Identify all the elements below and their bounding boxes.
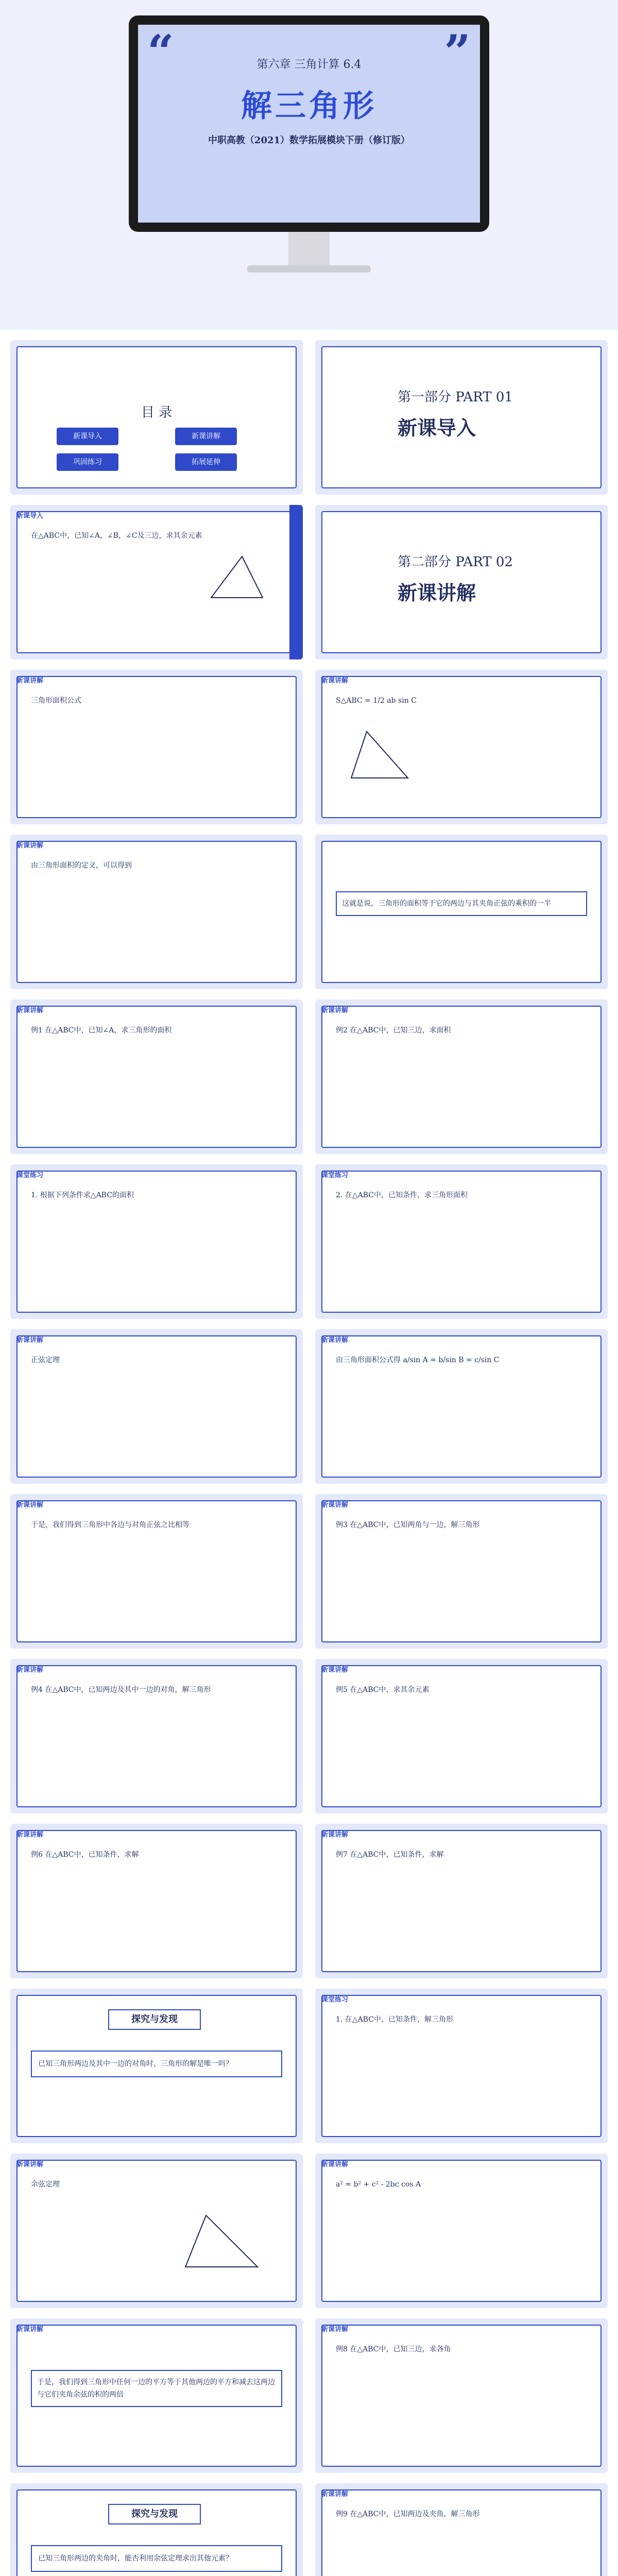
slide-content (315, 1659, 608, 1814)
subtitle: 中职高教（2021）数学拓展模块下册（修订版） (208, 135, 410, 146)
slide-content (315, 999, 608, 1154)
quote-mark-icon: “ (147, 25, 174, 79)
toc-item: 拓展延伸 (175, 453, 237, 471)
slide-section (315, 505, 608, 659)
slide-body: 于是，我们得到三角形中任何一边的平方等于其他两边的平方和减去这两边与它们夹角余弦的积的两倍 (31, 2370, 282, 2407)
hero-section (0, 0, 618, 330)
slide-content (10, 1329, 303, 1484)
toc-item: 巩固练习 (57, 453, 118, 471)
slide-content (10, 2154, 303, 2308)
section-number: 第二部分 PART 02 (398, 554, 513, 570)
slide-heading: 新课讲解 (16, 1666, 44, 1674)
slide-body: 例2 在△ABC中，已知三边，求面积 (336, 1026, 451, 1035)
triangle-figure (206, 551, 268, 603)
slide-body: 在△ABC中，已知∠A，∠B，∠C及三边，求其余元素 (31, 532, 202, 540)
slide-content (10, 1494, 303, 1649)
monitor-base (247, 265, 371, 273)
slide-content (10, 1659, 303, 1814)
slide-heading: 新课讲解 (16, 1501, 44, 1509)
slide-section (315, 340, 608, 495)
slide-heading: 新课讲解 (16, 2326, 44, 2333)
slide-heading: 课堂练习 (16, 1172, 44, 1179)
slide-content (315, 670, 608, 824)
section-name: 新课讲解 (398, 581, 476, 604)
section-number: 第一部分 PART 01 (398, 389, 513, 405)
slide-heading: 新课讲解 (16, 842, 44, 850)
slide-body: 例9 在△ABC中，已知两边及夹角，解三角形 (336, 2510, 480, 2518)
monitor-frame (129, 15, 489, 232)
chapter-line: 第六章 三角计算 6.4 (256, 58, 362, 71)
slide-heading: 新课导入 (16, 512, 44, 520)
slide-body: 例4 在△ABC中，已知两边及其中一边的对角，解三角形 (31, 1686, 211, 1694)
slide-heading: 新课讲解 (321, 1007, 349, 1014)
slide-body: 1. 在△ABC中，已知条件，解三角形 (336, 2015, 453, 2024)
slide-body: 1. 根据下列条件求△ABC的面积 (31, 1191, 134, 1199)
slide-heading: 新课讲解 (321, 2490, 349, 2498)
page-title: 解三角形 (241, 88, 377, 124)
slide-heading: 课堂练习 (321, 1996, 349, 2004)
slide-content (315, 1824, 608, 1978)
slide-content (10, 1824, 303, 1978)
slide-heading: 课堂练习 (321, 1172, 349, 1179)
slide-heading: 新课讲解 (16, 1007, 44, 1014)
slide-explore (10, 2483, 303, 2576)
slide-heading: 新课讲解 (16, 2161, 44, 2168)
slide-toc (10, 340, 303, 495)
slide-content (315, 2154, 608, 2308)
explore-title: 探究与发现 (108, 2009, 201, 2030)
slide-body: 余弦定理 (31, 2180, 60, 2189)
slide-content (315, 1164, 608, 1319)
slide-content (315, 1494, 608, 1649)
triangle-figure (180, 2210, 263, 2272)
quote-mark-icon: ” (444, 25, 471, 79)
slide-heading: 新课讲解 (321, 2161, 349, 2168)
slide-content (10, 999, 303, 1154)
slide-heading: 新课讲解 (321, 677, 349, 685)
slide-body: 已知三角形两边及其中一边的对角时，三角形的解是唯一吗？ (31, 2050, 282, 2077)
slide-content (315, 1989, 608, 2143)
slide-body: 由三角形面积公式得 a/sin A = b/sin B = c/sin C (336, 1356, 500, 1364)
slide-heading: 新课讲解 (16, 1831, 44, 1839)
slide-content (315, 2483, 608, 2576)
slide-body: 例6 在△ABC中，已知条件，求解 (31, 1851, 139, 1859)
slide-body: 正弦定理 (31, 1356, 60, 1364)
slide-content (10, 505, 303, 659)
slide-body: 例8 在△ABC中，已知三边，求各角 (336, 2345, 451, 2353)
triangle-figure (346, 726, 413, 783)
slide-body: 于是，我们得到三角形中各边与对角正弦之比相等 (31, 1521, 190, 1529)
cover-slide (138, 25, 480, 223)
slide-content (315, 835, 608, 989)
slide-body: a² = b² + c² - 2bc cos A (336, 2180, 421, 2189)
slide-body: 例7 在△ABC中，已知条件，求解 (336, 1851, 444, 1859)
slide-body: 这就是说，三角形的面积等于它的两边与其夹角正弦的乘积的一半 (336, 891, 587, 916)
slide-content (10, 835, 303, 989)
slide-heading: 新课讲解 (321, 1831, 349, 1839)
explore-title: 探究与发现 (108, 2504, 201, 2524)
slide-body: 三角形面积公式 (31, 697, 81, 705)
toc-item: 新课讲解 (175, 428, 237, 445)
slide-body: 2. 在△ABC中，已知条件，求三角形面积 (336, 1191, 468, 1199)
slide-body: 已知三角形两边的夹角时，能否利用余弦定理求出其他元素？ (31, 2545, 282, 2572)
slide-content (10, 2318, 303, 2473)
toc-title: 目 录 (141, 405, 173, 420)
slide-heading: 新课讲解 (321, 1336, 349, 1344)
slide-heading: 新课讲解 (321, 2326, 349, 2333)
slide-content (315, 2318, 608, 2473)
slide-heading: 新课讲解 (16, 677, 44, 685)
slide-body: 例3 在△ABC中，已知两角与一边，解三角形 (336, 1521, 480, 1529)
slide-heading: 新课讲解 (321, 1501, 349, 1509)
slide-body: 由三角形面积的定义，可以得到 (31, 861, 132, 870)
monitor-stand (288, 232, 330, 268)
slide-heading: 新课讲解 (321, 1666, 349, 1674)
slide-body: S△ABC = 1/2 ab sin C (336, 697, 417, 705)
toc-item: 新课导入 (57, 428, 118, 445)
slide-explore (10, 1989, 303, 2143)
slide-content (10, 1164, 303, 1319)
slide-heading: 新课讲解 (16, 1336, 44, 1344)
slide-body: 例1 在△ABC中，已知∠A，求三角形的面积 (31, 1026, 172, 1035)
section-name: 新课导入 (398, 416, 476, 439)
slide-body: 例5 在△ABC中，求其余元素 (336, 1686, 430, 1694)
slide-content (315, 1329, 608, 1484)
slide-content (10, 670, 303, 824)
